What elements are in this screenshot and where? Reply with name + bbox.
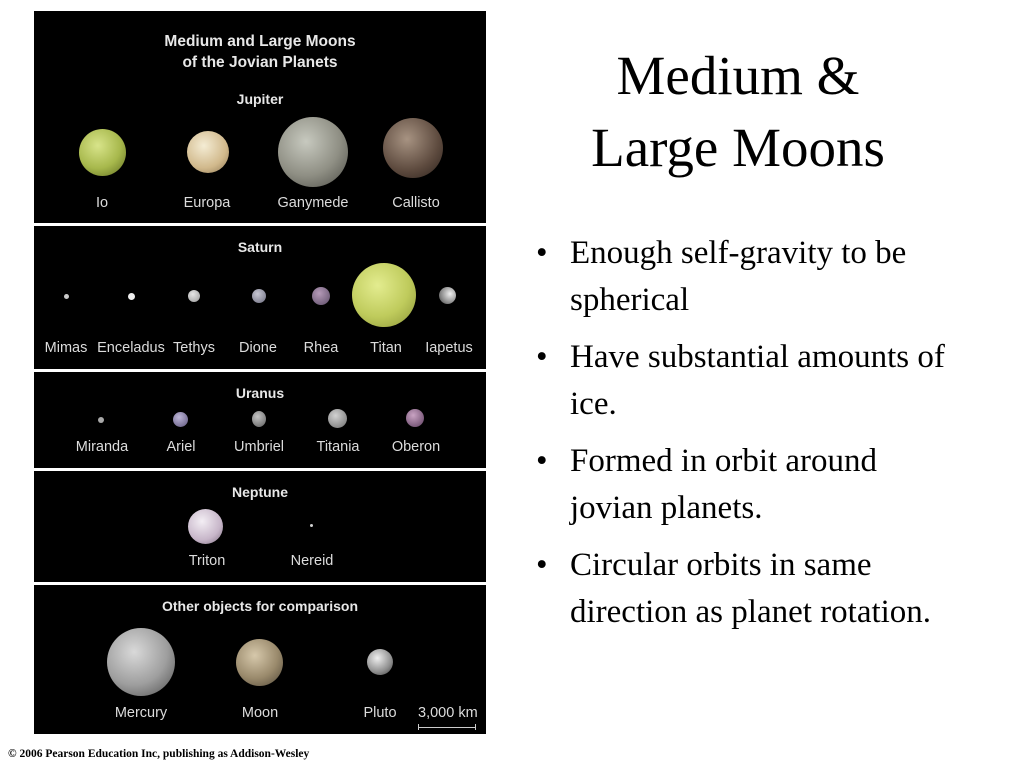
figure-title <box>34 31 486 73</box>
moon-umbriel-image <box>252 411 266 427</box>
section-title-neptune: Neptune <box>232 484 288 500</box>
section-title-jupiter: Jupiter <box>236 91 284 107</box>
moon-label: Triton <box>188 553 226 569</box>
moon-callisto-image <box>383 118 443 178</box>
slide-title-line1: Medium & <box>616 45 860 106</box>
moon-miranda-image <box>98 417 104 423</box>
section-title-other: Other objects for comparison <box>161 598 359 614</box>
moon-image <box>236 639 283 686</box>
bullet-list <box>536 230 966 646</box>
bullet-text: Circular orbits in same direction as planet rotation. <box>570 547 932 630</box>
moon-label: Tethys <box>173 340 215 356</box>
moon-label: Io <box>95 195 109 211</box>
bullet-text: Formed in orbit around jovian planets. <box>570 443 878 526</box>
moon-label: Umbriel <box>234 439 284 455</box>
moon-ariel-image <box>173 412 188 427</box>
moon-label: Ganymede <box>277 195 349 211</box>
moon-titan-image <box>352 263 416 327</box>
mercury-image <box>107 628 175 696</box>
moon-label: Dione <box>239 340 277 356</box>
section-divider <box>34 369 486 372</box>
moon-io-image <box>79 129 126 176</box>
moon-label: Titania <box>316 439 360 455</box>
moon-enceladus-image <box>128 293 135 300</box>
moon-label: Rhea <box>303 340 339 356</box>
slide-title <box>548 40 928 184</box>
section-title-uranus: Uranus <box>235 385 285 401</box>
moon-label: Callisto <box>392 195 440 211</box>
copyright-notice: © 2006 Pearson Education Inc, publishing as Addison-Wesley <box>8 748 310 760</box>
moon-dione-image <box>252 289 266 303</box>
moon-label: Miranda <box>75 439 129 455</box>
moon-iapetus-image <box>439 287 456 304</box>
moon-label: Iapetus <box>425 340 473 356</box>
bullet-dot: • <box>536 339 548 375</box>
pluto-image <box>367 649 393 675</box>
bullet-text: Enough self-gravity to be spherical <box>570 235 907 318</box>
section-title-saturn: Saturn <box>237 239 283 255</box>
bullet-item <box>536 438 966 532</box>
moon-mimas-image <box>64 294 69 299</box>
bullet-item <box>536 542 966 636</box>
moon-label: Oberon <box>391 439 441 455</box>
object-label: Mercury <box>114 705 168 721</box>
bullet-item <box>536 334 966 428</box>
moon-oberon-image <box>406 409 424 427</box>
bullet-dot: • <box>536 547 548 583</box>
figure-title-line2: of the Jovian Planets <box>182 54 338 71</box>
slide-title-line2: Large Moons <box>591 117 885 178</box>
moon-rhea-image <box>312 287 330 305</box>
moon-label: Enceladus <box>97 340 165 356</box>
object-label: Pluto <box>363 705 397 721</box>
bullet-dot: • <box>536 443 548 479</box>
section-divider <box>34 223 486 226</box>
moon-label: Mimas <box>44 340 88 356</box>
bullet-text: Have substantial amounts of ice. <box>570 339 945 422</box>
section-divider <box>34 582 486 585</box>
moon-europa-image <box>187 131 229 173</box>
moon-label: Nereid <box>290 553 334 569</box>
moons-figure <box>34 11 486 734</box>
moon-label: Ariel <box>166 439 196 455</box>
scale-label: 3,000 km <box>418 705 478 721</box>
moon-ganymede-image <box>278 117 348 187</box>
bullet-item <box>536 230 966 324</box>
object-label: Moon <box>241 705 279 721</box>
moon-triton-image <box>188 509 223 544</box>
scale-bar <box>418 724 476 730</box>
moon-tethys-image <box>188 290 200 302</box>
moon-label: Titan <box>370 340 402 356</box>
moon-titania-image <box>328 409 347 428</box>
figure-title-line1: Medium and Large Moons <box>164 33 356 50</box>
moon-label: Europa <box>183 195 231 211</box>
moon-nereid-image <box>310 524 313 527</box>
bullet-dot: • <box>536 235 548 271</box>
section-divider <box>34 468 486 471</box>
